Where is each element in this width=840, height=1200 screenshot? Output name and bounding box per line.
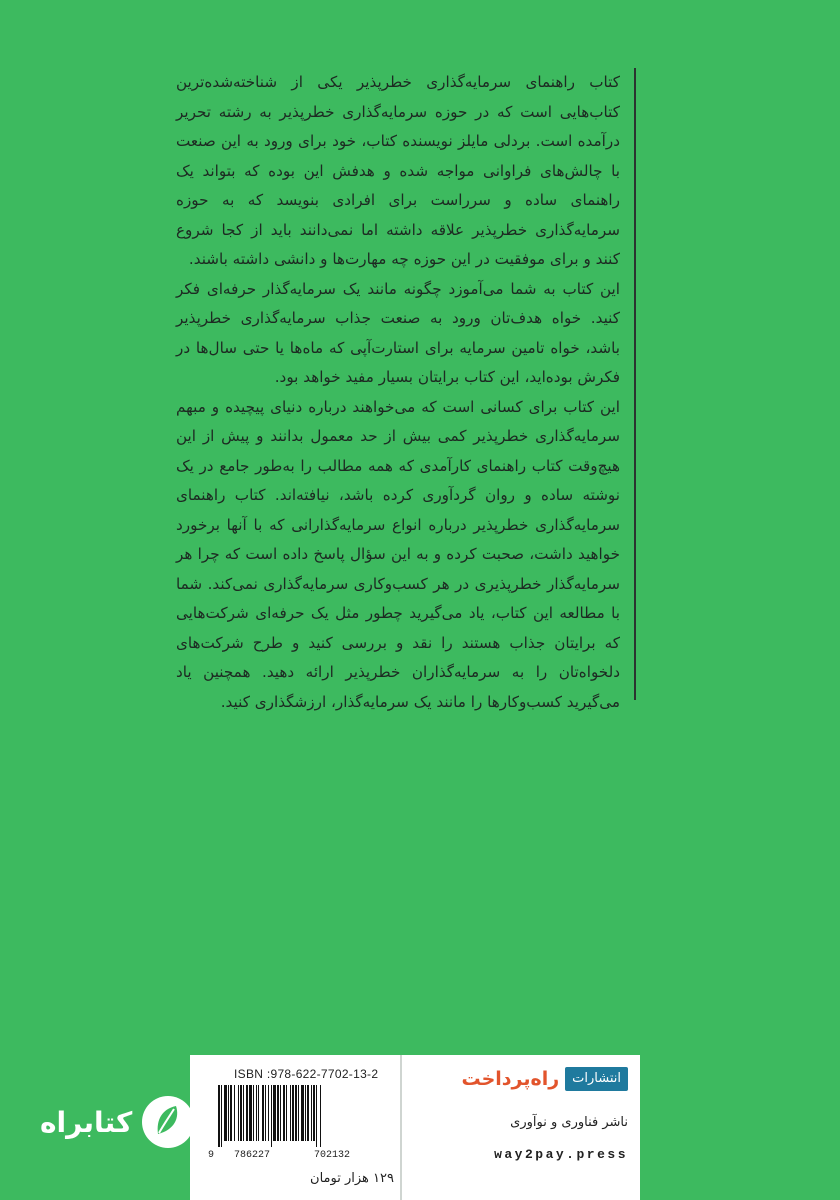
- barcode-bar: [292, 1085, 294, 1141]
- publisher-brand: راه‌پرداخت: [461, 1068, 560, 1090]
- barcode-bar: [224, 1085, 227, 1141]
- barcode-bar: [295, 1085, 297, 1141]
- barcode-bar: [246, 1085, 248, 1141]
- barcode-bar: [283, 1085, 285, 1141]
- description-paragraph-3: این کتاب برای کسانی است که می‌خواهند درباره دنیای پیچیده و مبهم سرمایه‌گذاری خطرپذیر کمی بیش از حد معمول بدانند و پیش از این هیچ‌وقت کتاب راهنمای کارآمدی که همه مطالب را به‌طور جامع در یک نوشته ساده و روان گردآوری کرده باشد، نیافته‌اند. کتاب راهنمای سرمایه‌گذاری خطرپذیر درباره انواع سرمایه‌گذارانی که با آنها برخورد خواهید داشت، صحبت کرده و به این سؤال پاسخ داده است که چرا هر سرمایه‌گذار خطرپذیری در هر کسب‌وکاری سرمایه‌گذاری نمی‌کند. شما با مطالعه این کتاب، یاد می‌گیرید چطور مثل یک حرفه‌ای شرکت‌هایی که برایتان جذاب هستند را نقد و بررسی کنید و طرح شرکت‌های دلخواه‌تان را به سرمایه‌گذاران خطرپذیر ارائه دهید. همچنین یاد می‌گیرید کسب‌وکارها را مانند یک سرمایه‌گذار، ارزشگذاری کنید.: [176, 397, 620, 711]
- barcode-bar: [305, 1085, 306, 1141]
- description-paragraph-2: این کتاب به شما می‌آموزد چگونه مانند یک سرمایه‌گذار حرفه‌ای فکر کنید. خواه هدف‌تان ورود به صنعت جذاب سرمایه‌گذاری خطرپذیر باشد، خواه تامین سرمایه برای استارت‌آپی که ماه‌ها یا حتی سال‌ها در فکرش بوده‌اید، این کتاب برایتان بسیار مفید خواهد بود.: [176, 279, 620, 386]
- barcode-bar: [230, 1085, 232, 1141]
- publisher-website: way2pay.press: [494, 1147, 628, 1162]
- barcode-bar: [265, 1085, 266, 1141]
- barcode-right-group: 702132: [314, 1150, 351, 1161]
- barcode-bar: [277, 1085, 279, 1141]
- barcode-box: [190, 1055, 402, 1200]
- logo-text: کتابراه: [40, 1105, 133, 1139]
- barcode-bar: [240, 1085, 242, 1141]
- barcode-bar: [313, 1085, 315, 1141]
- barcode-bar: [221, 1085, 222, 1147]
- barcode-bar: [258, 1085, 259, 1141]
- barcode-bar: [311, 1085, 312, 1141]
- barcode-bar: [301, 1085, 304, 1141]
- publisher-label: انتشارات: [565, 1067, 628, 1091]
- barcode-bar: [228, 1085, 229, 1141]
- barcode-bar: [273, 1085, 276, 1141]
- barcode-bar: [234, 1085, 235, 1141]
- bottom-info-panel: [190, 1055, 640, 1200]
- barcode-bar: [268, 1085, 269, 1141]
- barcode-bar: [218, 1085, 220, 1147]
- ketabrah-logo: [40, 1094, 196, 1150]
- publisher-box: [422, 1055, 632, 1200]
- barcode-lead-digit: 9: [208, 1150, 215, 1161]
- barcode-bar: [298, 1085, 299, 1141]
- barcode-bar: [256, 1085, 257, 1141]
- barcode-bar: [238, 1085, 239, 1141]
- publisher-header: [461, 1067, 628, 1091]
- barcode-left-group: 786227: [234, 1150, 271, 1161]
- back-cover-description: [176, 68, 636, 711]
- barcode-bar: [262, 1085, 264, 1141]
- publisher-tagline: ناشر فناوری و نوآوری: [510, 1115, 628, 1130]
- barcode-bar: [316, 1085, 317, 1147]
- barcode-bar: [320, 1085, 321, 1147]
- barcode-graphic: [218, 1085, 374, 1147]
- barcode-bar: [280, 1085, 281, 1141]
- barcode-bar: [271, 1085, 272, 1147]
- description-paragraph-1: کتاب راهنمای سرمایه‌گذاری خطرپذیر یکی از شناخته‌شده‌ترین کتاب‌هایی است که در حوزه سرمایه‌گذاری خطرپذیر به رشته تحریر درآمده است. بردلی مایلز نویسنده کتاب، خود برای ورود به این صنعت با چالش‌های فراوانی مواجه شده و هدفش این بوده که بتواند یک راهنمای ساده و سرراست برای افرادی بنویسد که به حوزه سرمایه‌گذاری خطرپذیر علاقه داشته اما نمی‌دانند باید از کجا شروع کنند و برای موفقیت در این حوزه چه مهارت‌ها و دانشی داشته باشند.: [176, 73, 620, 268]
- barcode-bar: [249, 1085, 252, 1141]
- barcode-bar: [286, 1085, 287, 1141]
- barcode-bar: [253, 1085, 254, 1141]
- isbn-text: ISBN :978-622-7702-13-2: [234, 1067, 379, 1081]
- barcode-bar: [290, 1085, 291, 1141]
- leaf-logo-icon: [140, 1094, 196, 1150]
- barcode-bar: [307, 1085, 309, 1141]
- barcode-bar: [243, 1085, 244, 1141]
- price-text: ۱۲۹ هزار تومان: [310, 1171, 394, 1186]
